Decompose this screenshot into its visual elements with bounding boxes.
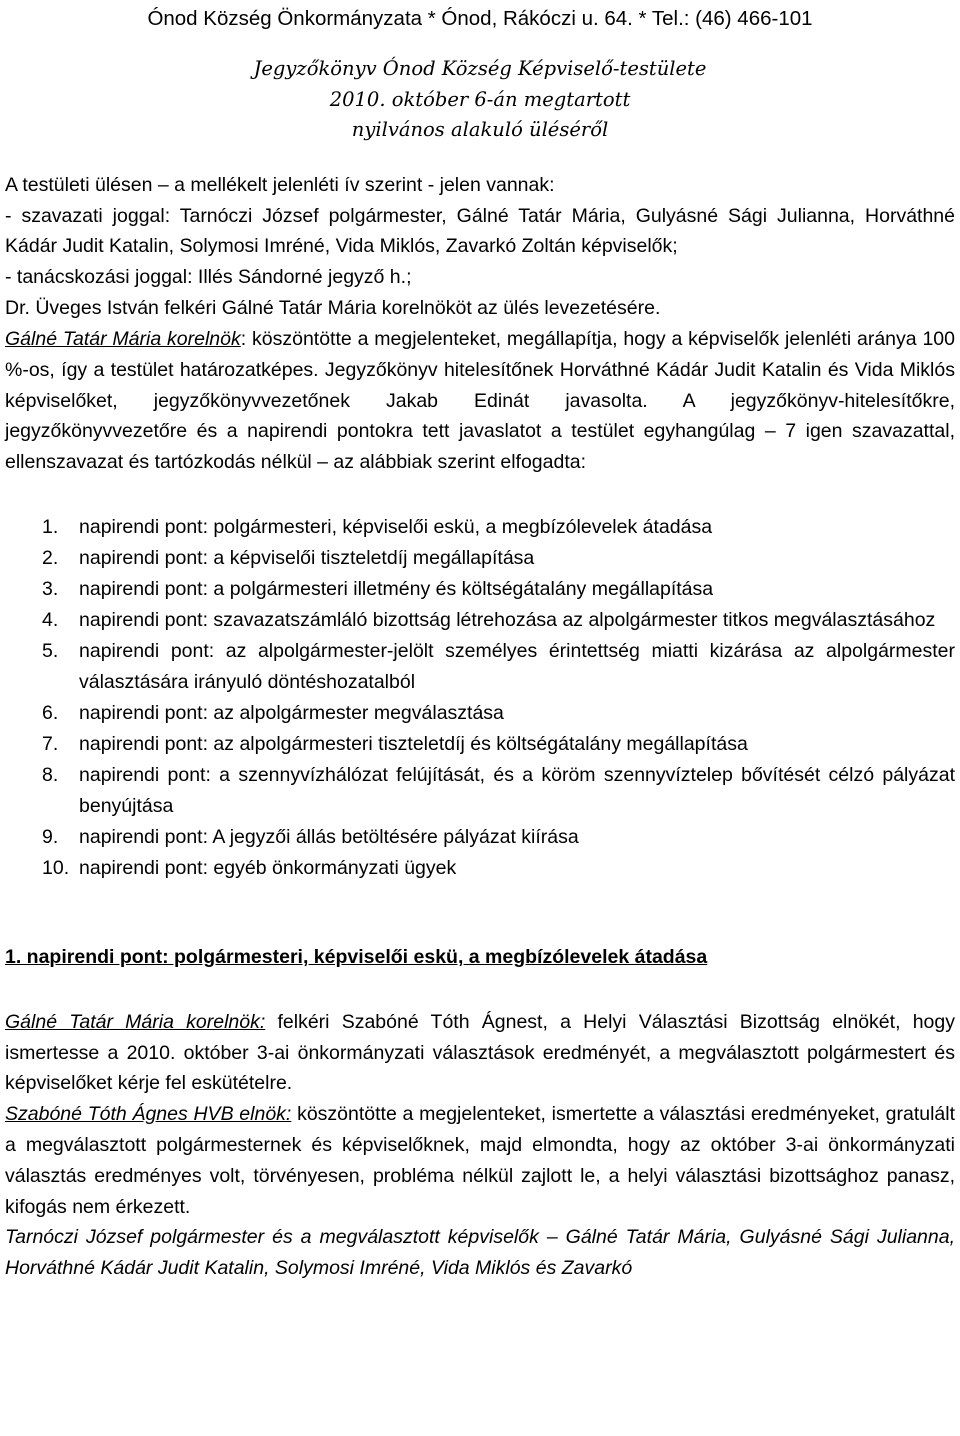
agenda-item-text: napirendi pont: a szennyvízhálózat felújítását, és a köröm szennyvíztelep bővítését célzó pályázat benyújtása: [79, 764, 955, 818]
agenda-item-text: napirendi pont: a polgármesteri illetmény és költségátalány megállapítása: [79, 578, 714, 601]
attendance-intro: A testületi ülésen – a mellékelt jelenléti ív szerint - jelen vannak:: [5, 173, 555, 196]
agenda-item-text: napirendi pont: egyéb önkormányzati ügyek: [79, 857, 457, 880]
agenda-item-number: 10.: [42, 857, 70, 880]
agenda-item-number: 8.: [42, 764, 59, 787]
agenda-item-number: 5.: [42, 640, 59, 663]
opening-text: : köszöntötte a megjelenteket, megállapítja, hogy a képviselők jelenléti aránya 100 %-os, így a testület határozatképes. Jegyzőkönyv hitelesítőnek Horváthné Kádár Judit Katalin és Vida Miklós képviselőket, jegyzőkönyvvezetőnek Jakab Edinát javasolta. A jegyzőkönyv-hitelesítőkre, jegyzőkönyvvezetőre és a napirendi pontokra tett javaslatot a testület egyhangúlag – 7 igen szavazattal, ellenszavazat és tartózkodás nélkül – az alábbiak szerint elfogadta:: [5, 328, 955, 474]
minutes-text: köszöntötte a megjelenteket, ismertette a választási eredményeket, gratulált a megválasztott polgármesternek és képviselőknek, majd elmondta, hogy az október 3-ai önkormányzati választás eredményes volt, törvényesen, probléma nélkül zajlott le, a helyi választási bizottsághoz panasz, kifogás nem érkezett.: [5, 1103, 956, 1218]
agenda-item-number: 9.: [42, 826, 59, 849]
section-minutes: [5, 1007, 955, 1284]
agenda-item-text: napirendi pont: az alpolgármesteri tiszteletdíj és költségátalány megállapítása: [79, 733, 748, 756]
agenda-item-number: 4.: [42, 609, 59, 632]
agenda-item-text: napirendi pont: az alpolgármester-jelölt személyes érintettség miatti kizárása az alpolgármester választására irányuló döntéshozatalból: [79, 640, 955, 694]
agenda-item-text: napirendi pont: szavazatszámláló bizottság létrehozása az alpolgármester titkos megválasztásához: [79, 609, 936, 632]
attendance-section: [5, 170, 955, 325]
agenda-item: [5, 512, 955, 543]
minutes-paragraph-1: [5, 1007, 955, 1099]
agenda-item-number: 3.: [42, 578, 59, 601]
letterhead: Ónod Község Önkormányzata * Ónod, Rákóczi u. 64. * Tel.: (46) 466-101: [147, 7, 813, 30]
minutes-text: felkéri Szabóné Tóth Ágnest, a Helyi Választási Bizottság elnökét, hogy ismertesse a 2010. október 3-ai önkormányzati választások eredményét, a megválasztott polgármestert és képviselőket kérje fel eskütételre.: [5, 1010, 955, 1095]
chair-request: Dr. Üveges István felkéri Gálné Tatár Mária korelnököt az ülés levezetésére.: [5, 297, 661, 320]
title-line-1: Jegyzőkönyv Ónod Község Képviselő-testülete: [253, 57, 707, 80]
minutes-paragraph-3: Tarnóczi József polgármester és a megválasztott képviselők – Gálné Tatár Mária, Gulyásné Sági Julianna, Horváthné Kádár Judit Katalin, Solymosi Imréné, Vida Miklós és Zavarkó: [5, 1226, 955, 1280]
agenda-item: [5, 853, 955, 884]
agenda-item: [5, 698, 955, 729]
voting-members: - szavazati joggal: Tarnóczi József polgármester, Gálné Tatár Mária, Gulyásné Sági Julianna, Horváthné Kádár Judit Katalin, Solymosi Imréné, Vida Miklós, Zavarkó Zoltán képviselők;: [5, 204, 955, 258]
agenda-item-number: 2.: [42, 547, 59, 570]
agenda-item-text: napirendi pont: a képviselői tiszteletdíj megállapítása: [79, 547, 535, 570]
title-line-2: 2010. október 6-án megtartott: [329, 87, 631, 111]
section-heading: 1. napirendi pont: polgármesteri, képviselői eskü, a megbízólevelek átadása: [5, 946, 708, 969]
agenda-item: [5, 605, 955, 636]
agenda-item: [5, 822, 955, 853]
speaker-name: Szabóné Tóth Ágnes HVB elnök:: [5, 1103, 292, 1126]
agenda-item-number: 7.: [42, 733, 59, 756]
agenda-list: [5, 512, 955, 884]
speaker-name: Gálné Tatár Mária korelnök:: [5, 1010, 266, 1033]
title-line-3: nyilvános alakuló üléséről: [351, 118, 609, 141]
agenda-item-text: napirendi pont: polgármesteri, képviselői eskü, a megbízólevelek átadása: [79, 516, 713, 539]
agenda-item: [5, 543, 955, 574]
agenda-item-text: napirendi pont: A jegyzői állás betöltésére pályázat kiírása: [79, 826, 579, 849]
opening-paragraph: [5, 324, 955, 478]
minutes-paragraph-2: [5, 1099, 955, 1222]
agenda-item: [5, 574, 955, 605]
agenda-item: [5, 729, 955, 760]
speaker-name: Gálné Tatár Mária korelnök: [5, 328, 241, 351]
advisory-members: - tanácskozási joggal: Illés Sándorné jegyző h.;: [5, 266, 412, 289]
document-title: [5, 54, 955, 146]
agenda-item-number: 6.: [42, 702, 59, 725]
agenda-item: [5, 636, 955, 698]
agenda-item-text: napirendi pont: az alpolgármester megválasztása: [79, 702, 504, 725]
agenda-item-number: 1.: [42, 516, 59, 539]
agenda-item: [5, 760, 955, 822]
